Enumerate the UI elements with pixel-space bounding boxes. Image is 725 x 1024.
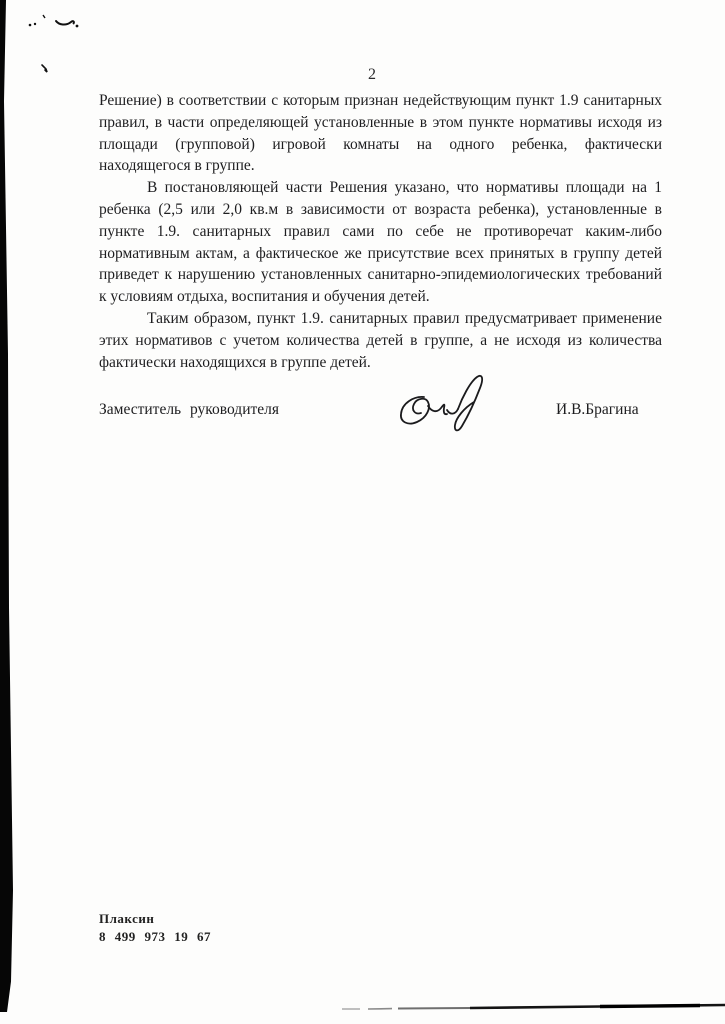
footer-phone: 8 499 973 19 67: [99, 929, 211, 944]
paragraph-resolution: В постановляющей части Решения указано, что нормативы площади на 1 ребенка (2,5 или 2,0 кв.м в зависимости от возраста ребенка), установленные в пункте 1.9. санитарных правил сами по себе не противоречат каким-либо нормативным актам, а фактическое же присутствие всех принятых в группу детей приведет к нарушению установленных санитарно-эпидемиологических требований к условиям отдыха, воспитания и обучения детей.: [99, 179, 662, 306]
paragraph-conclusion: Таким образом, пункт 1.9. санитарных правил предусматривает применение этих нормативов с учетом количества детей в группе, а не исходя из количества фактически находящихся в группе детей.: [99, 309, 662, 371]
footer-contact-name: Плаксин: [99, 911, 155, 926]
pen-scribble-marks: [0, 0, 160, 90]
paragraph-decision: Решение) в соответствии с которым признан недействующим пункт 1.9 санитарных правил, в части определяющей установленные в этом пункте нормативы исходя из площади (групповой) игровой комнаты на одного ребенка, фактически находящегося в группе.: [99, 92, 662, 175]
signer-name: И.В.Брагина: [556, 401, 639, 418]
footer-contact: [99, 910, 211, 946]
document-body: [99, 90, 662, 373]
signature-handwriting-icon: [394, 370, 494, 436]
signer-title: Заместитель руководителя: [99, 401, 280, 418]
page-number: 2: [368, 66, 376, 83]
